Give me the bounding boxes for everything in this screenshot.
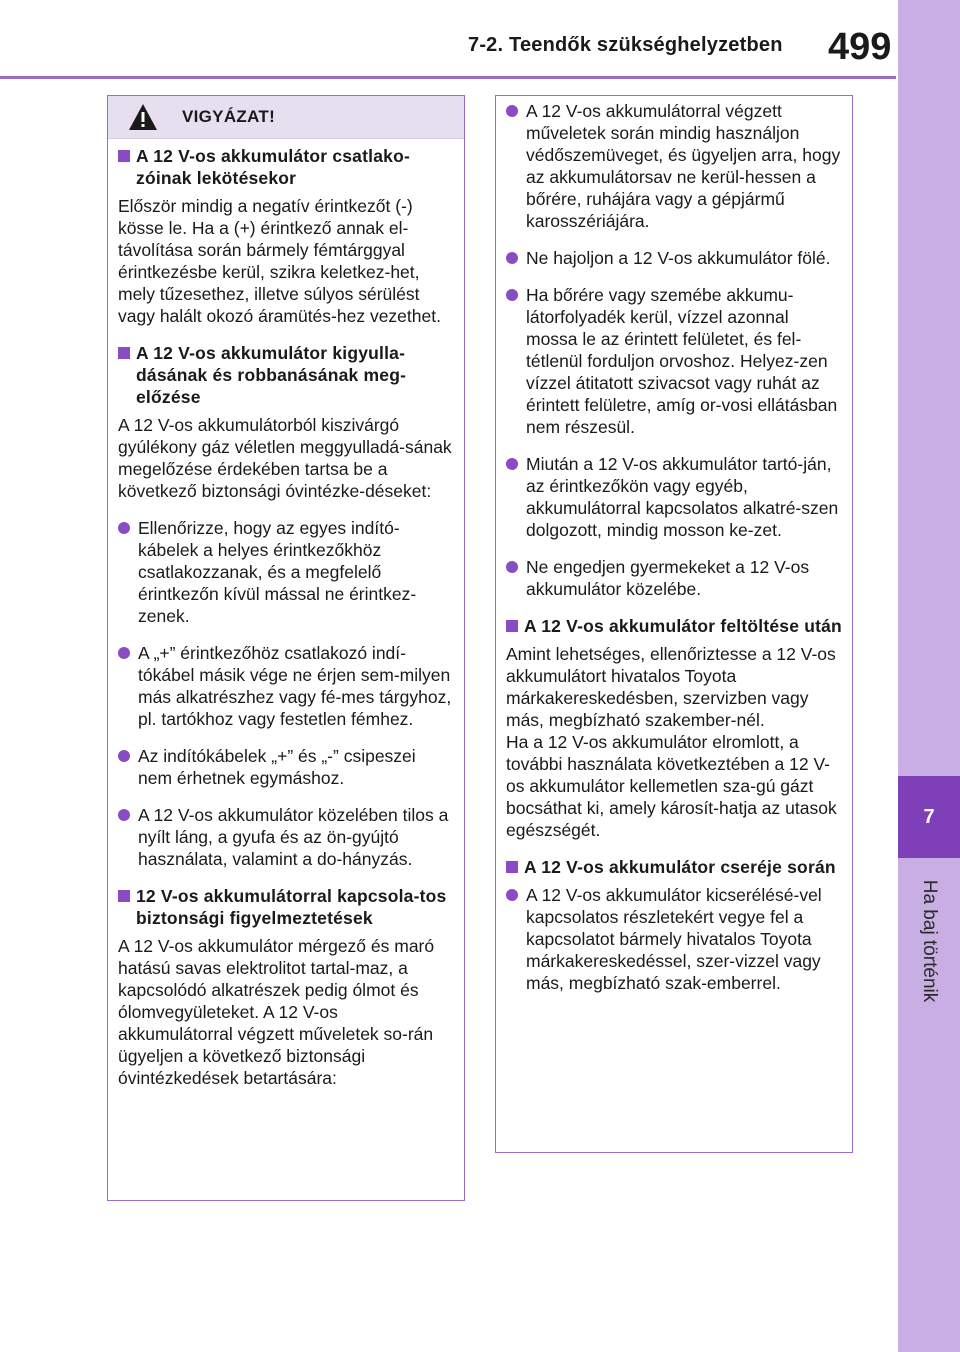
caution-title: VIGYÁZAT! <box>182 107 276 126</box>
paragraph: Amint lehetséges, ellenőriztesse a 12 V-os akkumulátort hivatalos Toyota márkakereskedésben, szervizben vagy más, megbízható szakember-nél. <box>506 644 836 730</box>
caution-header <box>108 96 464 139</box>
list-item: A „+” érintkezőhöz csatlakozó indí-tókábel másik vége ne érjen sem-milyen más alkatrészhez vagy fé-mes tárgyhoz, pl. tartókhoz vagy festetlen fémhez. <box>118 642 454 730</box>
bullet-dot-icon <box>506 105 518 117</box>
side-thumb-tab <box>898 0 960 1352</box>
square-bullet-icon <box>118 347 130 359</box>
bullet-dot-icon <box>118 750 130 762</box>
square-bullet-icon <box>506 620 518 632</box>
caution-box-right <box>495 95 853 1153</box>
bullet-dot-icon <box>506 252 518 264</box>
caution-box-left <box>107 95 465 1201</box>
bullet-dot-icon <box>506 889 518 901</box>
list-item: Ellenőrizze, hogy az egyes indító-kábelek a helyes érintkezőkhöz csatlakozzanak, és a megfelelő érintkezőn kívül mással ne érintkez-zenek. <box>118 517 454 627</box>
list-item: A 12 V-os akkumulátor kicserélésé-vel kapcsolatos részletekért vegye fel a kapcsolatot bármely hivatalos Toyota márkakereskedéssel, szer-vizzel vagy más, megbízható szak-emberrel. <box>506 884 842 994</box>
bullet-dot-icon <box>506 289 518 301</box>
list-item: Miután a 12 V-os akkumulátor tartó-ján, az érintkezőkön vagy egyéb, akkumulátorral kapcsolatos alkatré-szen dolgozott, mindig mosson ke-zet. <box>506 453 842 541</box>
paragraph: Ha a 12 V-os akkumulátor elromlott, a további használata következtében a 12 V-os akkumulátor kellemetlen sza-gú gázt bocsáthat ki, amely károsít-hatja az utasok egészségét. <box>506 732 837 840</box>
warning-triangle-icon <box>128 103 158 131</box>
paragraph: A 12 V-os akkumulátorból kiszivárgó gyúlékony gáz véletlen meggyulladá-sának megelőzése érdekében tartsa be a következő biztonsági óvintézke-déseket: <box>118 415 452 501</box>
section-heading: 12 V-os akkumulátorral kapcsola-tos biztonsági figyelmeztetések <box>118 885 454 929</box>
section-heading: A 12 V-os akkumulátor csatlako-zóinak lekötésekor <box>118 145 454 189</box>
section-heading: A 12 V-os akkumulátor kigyulla-dásának és robbanásának meg-előzése <box>118 342 454 408</box>
list-item: Az indítókábelek „+” és „-” csipeszei nem érhetnek egymáshoz. <box>118 745 454 789</box>
chapter-label-text: Ha baj történik <box>919 879 940 1003</box>
square-bullet-icon <box>506 861 518 873</box>
list-item: Ne engedjen gyermekeket a 12 V-os akkumulátor közelébe. <box>506 556 842 600</box>
chapter-number: 7 <box>923 805 935 828</box>
bullet-dot-icon <box>118 647 130 659</box>
running-header: 7-2. Teendők szükséghelyzetben <box>468 34 783 56</box>
paragraph: A 12 V-os akkumulátor mérgező és maró hatású savas elektrolitot tartal-maz, a kapcsolódó alkatrészek pedig ólmot és ólomvegyületeket. A 12 V-os akkumulátorral végzett műveletek so-rán ügyeljen a következő biztonsági óvintézkedések betartására: <box>118 936 435 1088</box>
bullet-dot-icon <box>118 522 130 534</box>
square-bullet-icon <box>118 150 130 162</box>
bullet-dot-icon <box>118 809 130 821</box>
list-item: Ha bőrére vagy szemébe akkumu-látorfolyadék kerül, vízzel azonnal mossa le az érintett felületet, és fel-tétlenül forduljon orvoshoz. Helyez-zen vízzel átitatott szivacsot vagy ruhát az érintett felületre, amíg or-vosi ellátásban nem részesül. <box>506 284 842 438</box>
bullet-dot-icon <box>506 458 518 470</box>
square-bullet-icon <box>118 890 130 902</box>
list-item: Ne hajoljon a 12 V-os akkumulátor fölé. <box>506 247 842 269</box>
list-item: A 12 V-os akkumulátorral végzett műveletek során mindig használjon védőszemüveget, és ügyeljen arra, hogy az akkumulátorsav ne kerül-hessen a bőrére, ruhájára vagy a gépjármű karosszériájára. <box>506 100 842 232</box>
bullet-dot-icon <box>506 561 518 573</box>
list-item: A 12 V-os akkumulátor közelében tilos a nyílt láng, a gyufa és az ön-gyújtó használata, valamint a do-hányzás. <box>118 804 454 870</box>
paragraph: Először mindig a negatív érintkezőt (-) kösse le. Ha a (+) érintkező annak el-távolítása során bármely fémtárggyal érintkezésbe kerül, szikra keletkez-het, mely tűzesethez, illetve súlyos sérülést vagy halált okozó áramütés-hez vezethet. <box>118 196 441 326</box>
header-divider <box>0 76 896 79</box>
chapter-tab[interactable] <box>898 776 960 858</box>
section-heading: A 12 V-os akkumulátor feltöltése után <box>506 615 842 637</box>
section-heading: A 12 V-os akkumulátor cseréje során <box>506 856 842 878</box>
page-number: 499 <box>828 26 892 68</box>
chapter-label <box>898 868 960 1018</box>
